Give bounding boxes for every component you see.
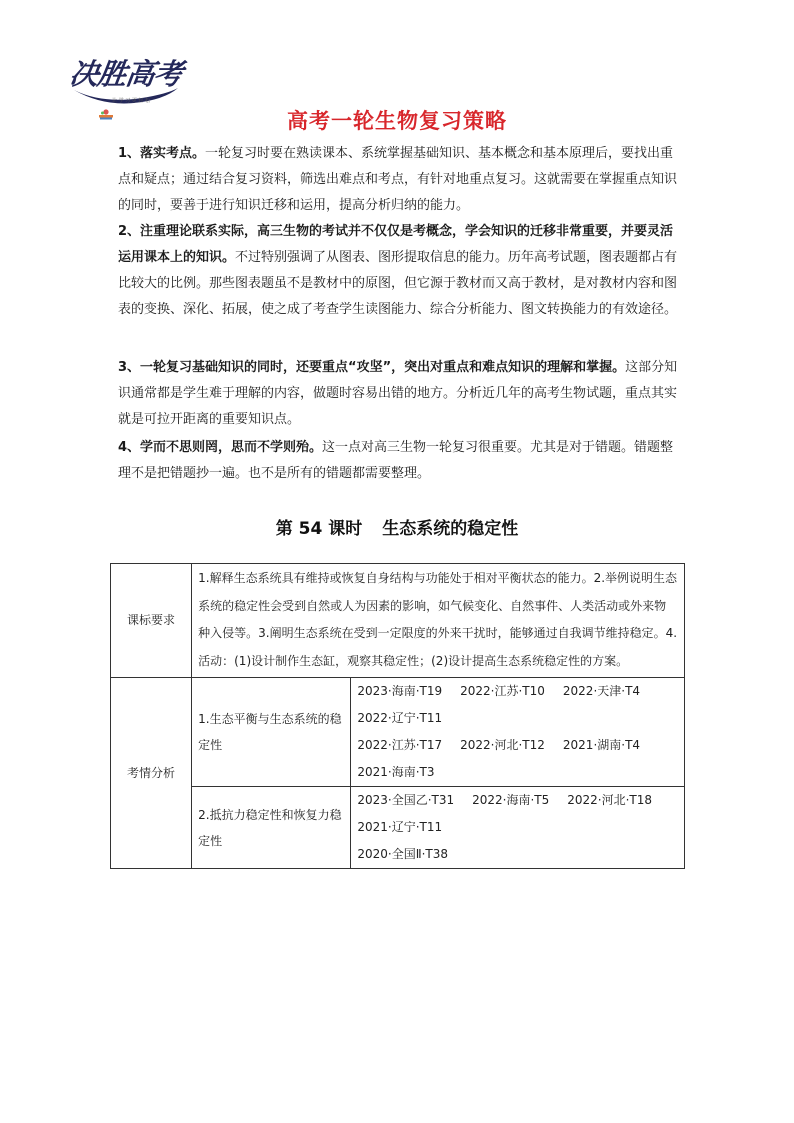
logo-subtext: 让 学 习 更 轻 松	[112, 98, 150, 104]
curriculum-table	[110, 563, 685, 869]
exam-line	[357, 732, 678, 759]
exam-ref: 2021·湖南·T4	[562, 738, 641, 752]
exam-ref: 2022·辽宁·T11	[357, 711, 443, 725]
exam-ref: 2020·全国Ⅱ·T38	[357, 847, 449, 861]
table-row	[111, 787, 685, 869]
page-title: 高考一轮生物复习策略	[287, 109, 507, 133]
strategy-paragraph-4	[118, 435, 684, 487]
exam-line	[357, 814, 678, 841]
exam-ref: 2022·河北·T12	[460, 738, 545, 752]
paragraph-heading: 4、学而不思则罔，思而不学则殆。	[118, 440, 323, 455]
paragraph-body: 这一点对高三生物一轮复习很重要。尤其是对于错题。错题整理不是把错题抄一遍。也不是所有的错题都需要整理。	[118, 440, 674, 481]
exam-ref: 2021·海南·T3	[357, 765, 435, 779]
strategy-paragraph-3	[118, 355, 684, 433]
exam-ref: 2022·河北·T18	[567, 793, 653, 807]
table-row	[111, 678, 685, 787]
paragraph-heading: 1、落实考点。	[118, 146, 206, 161]
table-header-cell: 课标要求	[111, 564, 192, 678]
strategy-paragraph-1	[118, 141, 684, 219]
exam-ref: 2022·天津·T4	[562, 684, 641, 698]
paragraph-body: 不过特别强调了从图表、图形提取信息的能力。历年高考试题，图表题都占有比较大的比例。那些图表题虽不是教材中的原图，但它源于教材而又高于教材，是对教材内容和图表的变换、深化、拓展，使之成了考查学生读图能力、综合分析能力、图文转换能力的有效途径。	[118, 250, 678, 317]
paragraph-body: 这部分知识通常都是学生难于理解的内容，做题时容易出错的地方。分析近几年的高考生物试题，重点其实就是可拉开距离的重要知识点。	[118, 360, 678, 427]
paragraph-body: 一轮复习时要在熟读课本、系统掌握基础知识、基本概念和基本原理后，要找出重点和疑点；通过结合复习资料，筛选出难点和考点，有针对地重点复习。这就需要在掌握重点知识的同时，要善于进行知识迁移和运用，提高分析归纳的能力。	[118, 146, 678, 213]
table-cell-requirements: 1.解释生态系统具有维持或恢复自身结构与功能处于相对平衡状态的能力。2.举例说明生态系统的稳定性会受到自然或人为因素的影响，如气候变化、自然事件、人类活动或外来物种入侵等。3.阐明生态系统在受到一定限度的外来干扰时，能够通过自我调节维持稳定。4.活动：(1)设计制作生态缸，观察其稳定性；(2)设计提高生态系统稳定性的方案。	[192, 564, 685, 678]
strategy-paragraph-2	[118, 219, 684, 323]
exam-line	[357, 759, 678, 786]
exam-ref: 2022·江苏·T10	[460, 684, 545, 698]
exam-ref: 2023·海南·T19	[357, 684, 443, 698]
table-cell-exams	[351, 787, 685, 869]
logo-text: 决胜高考	[67, 57, 185, 91]
exam-ref: 2022·海南·T5	[472, 793, 550, 807]
exam-ref: 2023·全国乙·T31	[357, 793, 455, 807]
table-header-cell: 考情分析	[111, 678, 192, 869]
table-cell-topic: 2.抵抗力稳定性和恢复力稳定性	[192, 787, 351, 869]
exam-line	[357, 678, 678, 705]
exam-ref: 2022·江苏·T17	[357, 738, 443, 752]
exam-line	[357, 787, 678, 814]
table-cell-exams	[351, 678, 685, 787]
lesson-number: 第 54 课时	[275, 519, 363, 539]
exam-line	[357, 705, 678, 732]
lesson-name: 生态系统的稳定性	[382, 519, 519, 539]
lesson-title	[0, 514, 794, 539]
table-row	[111, 564, 685, 678]
exam-line	[357, 841, 678, 868]
table-cell-topic: 1.生态平衡与生态系统的稳定性	[192, 678, 351, 787]
paragraph-heading: 2、注重理论联系实际，高三生物的考试并不仅仅是考概念，学会知识的迁移非常重要，并要灵活运用课本上的知识。	[118, 224, 674, 265]
exam-ref: 2021·辽宁·T11	[357, 820, 443, 834]
paragraph-heading: 3、一轮复习基础知识的同时，还要重点“攻坚”，突出对重点和难点知识的理解和掌握。	[118, 360, 626, 375]
